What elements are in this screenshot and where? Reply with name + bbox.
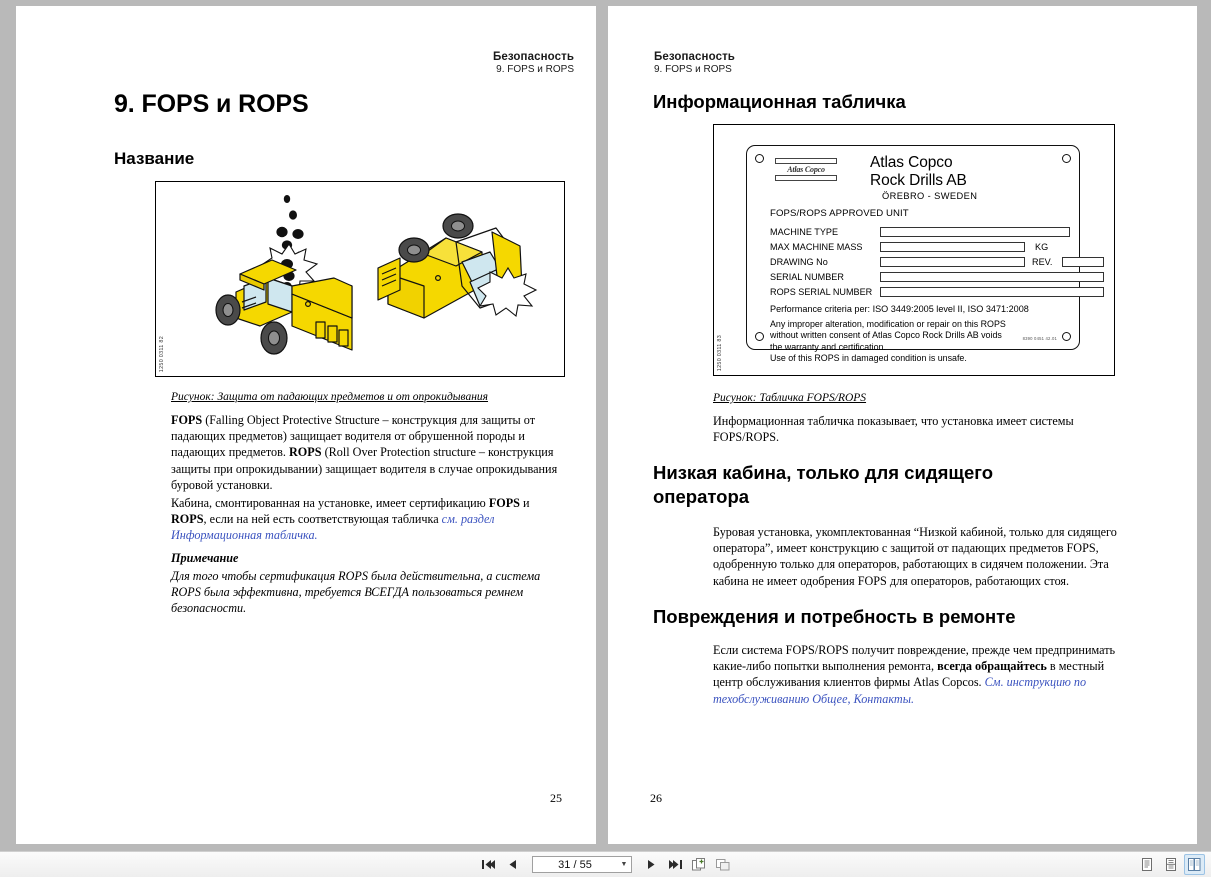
- continuous-view-button[interactable]: [1160, 854, 1181, 875]
- fit-width-icon: [716, 858, 730, 871]
- section-heading-nazvanie: Название: [114, 149, 195, 168]
- next-page-button[interactable]: [641, 854, 662, 875]
- view-mode-group: [1136, 854, 1205, 875]
- logo-bar-bottom: [775, 175, 837, 181]
- plate-part-code: 8390 0451 42.01: [1022, 336, 1057, 341]
- note-heading: Примечание: [171, 551, 239, 565]
- plate-field-box: [880, 227, 1070, 237]
- figure-info-plate: [713, 124, 1115, 376]
- page-number-left: 25: [550, 791, 562, 805]
- figure-code-left: 1250 0311 82: [159, 335, 165, 372]
- screw-hole-icon: [755, 332, 764, 341]
- previous-page-button[interactable]: [502, 854, 523, 875]
- page-number-input[interactable]: [532, 856, 632, 873]
- paragraph-plate-meaning: Информационная табличка показывает, что установка имеет системы FOPS/ROPS.: [713, 414, 1074, 445]
- plate-field-label: MACHINE TYPE: [770, 227, 839, 237]
- plate-legal-block: [770, 319, 1006, 364]
- atlas-copco-logo-icon: [775, 158, 837, 181]
- last-page-button[interactable]: [665, 854, 686, 875]
- chevron-down-icon[interactable]: ▼: [620, 861, 628, 868]
- plate-field-box: [880, 287, 1104, 297]
- facing-pages-icon: [1188, 858, 1201, 871]
- illustration-drawing: [156, 182, 564, 376]
- page-number-value: 31 / 55: [558, 858, 592, 871]
- plate-approved-line: FOPS/ROPS APPROVED UNIT: [770, 208, 909, 219]
- plate-city-line: ÖREBRO - SWEDEN: [882, 190, 978, 201]
- fit-page-button[interactable]: [689, 854, 710, 875]
- plate-brand-block: [870, 154, 977, 202]
- note-paragraph: Для того чтобы сертификация ROPS была действительна, а система ROPS была эффективна, требуется ВСЕГДА пользоваться ремнем безопасности.: [171, 569, 541, 616]
- plate-legal-line3: the warranty and certification.: [770, 341, 886, 352]
- facing-pages-view-button[interactable]: [1184, 854, 1205, 875]
- paragraph-cab-certification: Кабина, смонтированная на установке, имеет сертификацию FOPS и ROPS, если на ней есть соответствующая табличка см. раздел Информационная табличка.: [171, 496, 530, 543]
- running-header-right: [654, 50, 735, 77]
- paragraph-damage-repair: Если система FOPS/ROPS получит повреждение, прежде чем предпринимать какие-либо попытки выполнения ремонта, всегда обращайтесь в местный центр обслуживания клиентов фирмы Atlas Copcos. См. инструкцию по техобслуживанию Общее, Контакты.: [713, 643, 1116, 706]
- plate-field-box: [880, 242, 1025, 252]
- section-heading-low-cab: Низкая кабина, только для сидящего оператора: [653, 462, 994, 507]
- single-page-view-button[interactable]: [1136, 854, 1157, 875]
- figure-caption-right: Рисунок: Табличка FOPS/ROPS: [713, 392, 867, 404]
- chevron-left-icon: [508, 859, 517, 870]
- page-number-right: 26: [650, 791, 662, 805]
- plate-legal-line1: Any improper alteration, modification or repair on this ROPS: [770, 319, 1006, 329]
- fit-page-icon: [692, 858, 706, 871]
- screw-hole-icon: [1062, 332, 1071, 341]
- plate-field-box-rev: [1062, 257, 1104, 267]
- plate-field-label: DRAWING No: [770, 257, 828, 267]
- last-page-icon: [669, 859, 682, 870]
- document-page-left[interactable]: [16, 6, 596, 844]
- running-header-title: Безопасность: [493, 51, 574, 63]
- running-header-left: [493, 50, 574, 77]
- chevron-right-icon: [647, 859, 656, 870]
- plate-field-row: [770, 227, 838, 237]
- plate-field-suffix: KG: [1035, 242, 1049, 252]
- single-page-icon: [1141, 858, 1153, 871]
- plate-field-box: [880, 257, 1025, 267]
- plate-field-suffix: REV.: [1032, 257, 1053, 267]
- plate-field-box: [880, 272, 1104, 282]
- plate-field-row: [770, 242, 1049, 252]
- first-page-icon: [482, 859, 495, 870]
- plate-legal-line4: Use of this ROPS in damaged condition is unsafe.: [770, 352, 967, 363]
- figure-caption-left: Рисунок: Защита от падающих предметов и от опрокидывания: [171, 391, 489, 403]
- plate-field-row: [770, 257, 1053, 267]
- paragraph-low-cab: Буровая установка, укомплектованная “Низкой кабиной, только для сидящего оператора”, имеет конструкцию с защитой от падающих предметов FOPS, одобренную только для операторов, работающих в сидячем положении. Эта кабина не имеет одобрения FOPS для операторов, работающих стоя.: [713, 525, 1117, 588]
- plate-performance-line: Performance criteria per: ISO 3449:2005 level II, ISO 3471:2008: [770, 304, 1029, 314]
- plate-field-row: [770, 287, 872, 297]
- plate-brand-line1: Atlas Copco: [870, 154, 953, 171]
- section-heading-damage-repair: Повреждения и потребность в ремонте: [653, 606, 1016, 627]
- plate-field-label: SERIAL NUMBER: [770, 272, 844, 282]
- plate-body: [746, 145, 1080, 363]
- running-header-subtitle: 9. FOPS и ROPS: [654, 64, 732, 76]
- screw-hole-icon: [755, 154, 764, 163]
- running-header-title: Безопасность: [654, 51, 735, 63]
- first-page-button[interactable]: [478, 854, 499, 875]
- plate-field-label: MAX MACHINE MASS: [770, 242, 863, 252]
- plate-field-label: ROPS SERIAL NUMBER: [770, 287, 873, 297]
- document-page-right[interactable]: [608, 6, 1197, 844]
- page-navigation-group: [478, 854, 734, 875]
- plate-brand-line2: Rock Drills AB: [870, 172, 967, 190]
- fit-width-button[interactable]: [713, 854, 734, 875]
- viewer-toolbar: [0, 851, 1211, 877]
- page-title-chapter: 9. FOPS и ROPS: [114, 90, 309, 118]
- logo-wordmark: Atlas Copco: [787, 165, 825, 174]
- figure-code-right: 1250 0311 83: [717, 334, 723, 371]
- paragraph-fops-rops-definition: FOPS (Falling Object Protective Structure – конструкция для защиты от падающих предметов) защищает водителя от обрушенной породы и падающих предметов. ROPS (Roll Over Protection structure – конструкция защиты при опрокидывании) защищает водителя в случае опрокидывания буровой установки.: [171, 413, 558, 492]
- section-heading-info-plate: Информационная табличка: [653, 91, 906, 112]
- continuous-view-icon: [1165, 858, 1177, 871]
- plate-field-row: [770, 272, 844, 282]
- plate-legal-line2: without written consent of Atlas Copco Rock Drills AB voids: [770, 330, 1002, 341]
- running-header-subtitle: 9. FOPS и ROPS: [496, 64, 574, 76]
- figure-fops-rops-illustration: [155, 181, 565, 377]
- screw-hole-icon: [1062, 154, 1071, 163]
